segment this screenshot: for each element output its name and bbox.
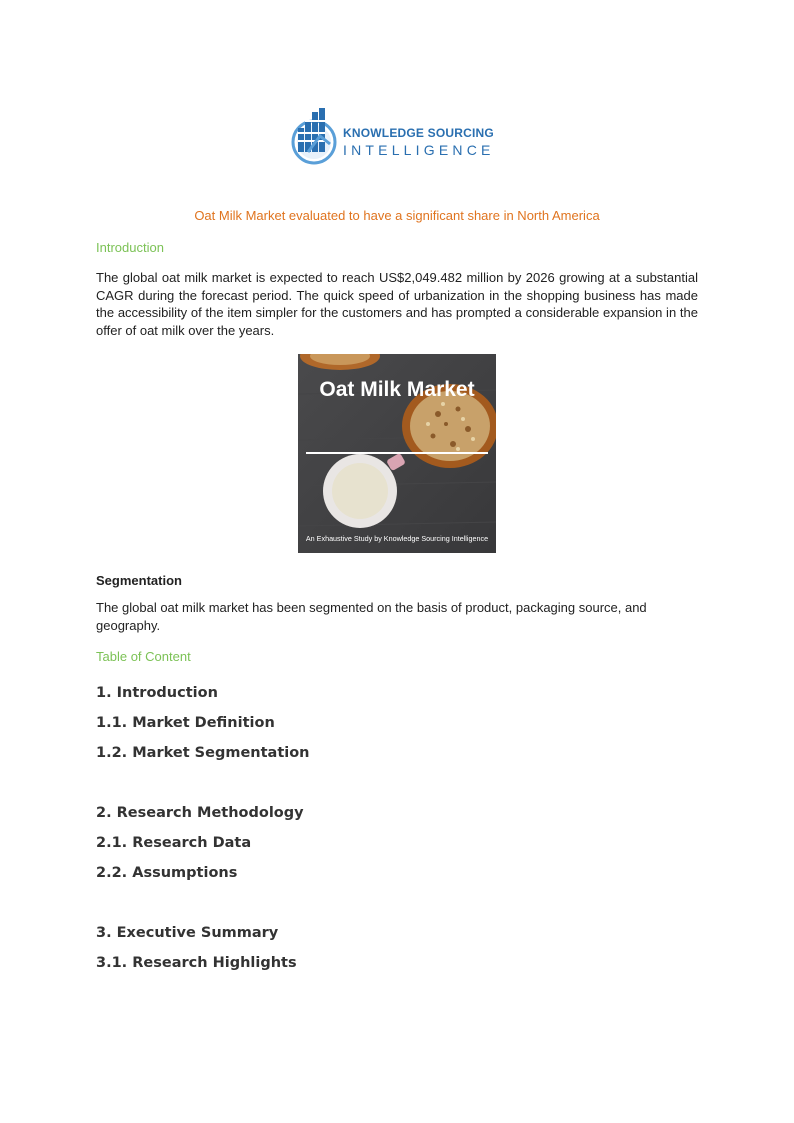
report-cover-image bbox=[298, 354, 496, 553]
toc-heading: Table of Content bbox=[96, 649, 191, 664]
toc-item: 2. Research Methodology bbox=[96, 805, 304, 821]
toc-item: 2.2. Assumptions bbox=[96, 865, 238, 881]
cover-title: Oat Milk Market bbox=[319, 378, 475, 401]
page-headline: Oat Milk Market evaluated to have a significant share in North America bbox=[194, 208, 600, 223]
logo-text-top: KNOWLEDGE SOURCING bbox=[343, 126, 494, 140]
segmentation-heading: Segmentation bbox=[96, 573, 182, 588]
toc-item: 1.1. Market Definition bbox=[96, 715, 275, 731]
cover-caption: An Exhaustive Study by Knowledge Sourcing Intelligence bbox=[305, 534, 489, 543]
toc-item: 1.2. Market Segmentation bbox=[96, 745, 310, 761]
logo-mark-icon bbox=[290, 106, 342, 166]
toc-item: 3.1. Research Highlights bbox=[96, 955, 297, 971]
logo-text-bottom: INTELLIGENCE bbox=[343, 142, 495, 158]
segmentation-paragraph: The global oat milk market has been segmented on the basis of product, packaging source, and geography. bbox=[96, 600, 647, 633]
toc-item: 1. Introduction bbox=[96, 685, 218, 701]
introduction-paragraph: The global oat milk market is expected to reach US$2,049.482 million by 2026 growing at a substantial CAGR during the forecast period. The quick speed of urbanization in the shopping business has made the accessibility of the item simpler for the customers and has prompted a considerable expansion in the offer of oat milk over the years. bbox=[96, 270, 698, 338]
toc-item: 2.1. Research Data bbox=[96, 835, 252, 851]
toc-item: 3. Executive Summary bbox=[96, 925, 279, 941]
company-logo bbox=[290, 106, 510, 166]
introduction-heading: Introduction bbox=[96, 240, 164, 255]
